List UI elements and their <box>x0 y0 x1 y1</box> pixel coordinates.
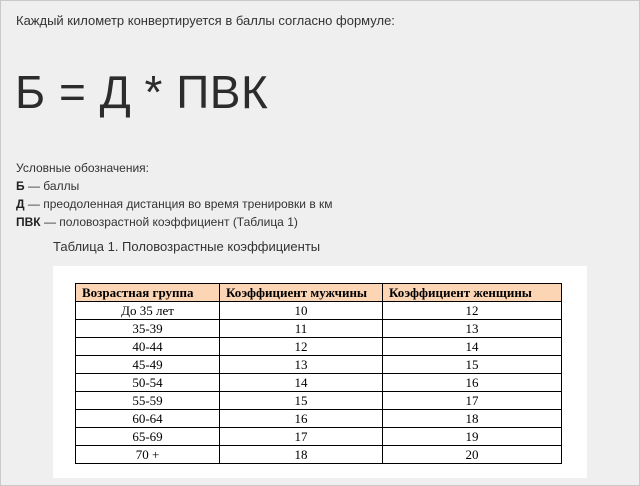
table-row <box>76 428 562 446</box>
table-row <box>76 410 562 428</box>
legend-item <box>16 177 333 195</box>
table-row <box>76 374 562 392</box>
legend-desc: — преодоленная дистанция во время тренировки в км <box>24 197 333 211</box>
cell-male-coef: 14 <box>220 374 383 392</box>
cell-age-group: 55-59 <box>76 392 220 410</box>
table-row <box>76 392 562 410</box>
legend-desc: — баллы <box>24 179 80 193</box>
table-caption: Таблица 1. Половозрастные коэффициенты <box>53 239 321 254</box>
cell-male-coef: 13 <box>220 356 383 374</box>
legend-item <box>16 195 333 213</box>
header-male-coef: Коэффициент мужчины <box>220 284 383 302</box>
legend-term: ПВК <box>16 215 41 229</box>
cell-female-coef: 18 <box>383 410 562 428</box>
cell-male-coef: 16 <box>220 410 383 428</box>
cell-age-group: 70 + <box>76 446 220 464</box>
header-age-group: Возрастная группа <box>76 284 220 302</box>
cell-male-coef: 15 <box>220 392 383 410</box>
cell-female-coef: 17 <box>383 392 562 410</box>
cell-female-coef: 13 <box>383 320 562 338</box>
legend-term: Д <box>16 197 25 211</box>
legend-item <box>16 213 333 231</box>
cell-age-group: 35-39 <box>76 320 220 338</box>
cell-male-coef: 17 <box>220 428 383 446</box>
legend <box>16 159 333 231</box>
table-row <box>76 320 562 338</box>
cell-female-coef: 16 <box>383 374 562 392</box>
cell-age-group: 45-49 <box>76 356 220 374</box>
cell-male-coef: 12 <box>220 338 383 356</box>
cell-female-coef: 12 <box>383 302 562 320</box>
cell-female-coef: 14 <box>383 338 562 356</box>
cell-age-group: 50-54 <box>76 374 220 392</box>
legend-term: Б <box>16 179 25 193</box>
table-image <box>53 266 587 478</box>
cell-male-coef: 10 <box>220 302 383 320</box>
cell-age-group: 40-44 <box>76 338 220 356</box>
table-row <box>76 356 562 374</box>
cell-male-coef: 18 <box>220 446 383 464</box>
legend-desc: — половозрастной коэффициент (Таблица 1) <box>40 215 298 229</box>
cell-age-group: 65-69 <box>76 428 220 446</box>
table-header-row <box>76 284 562 302</box>
cell-male-coef: 11 <box>220 320 383 338</box>
formula: Б = Д * ПВК <box>15 66 269 118</box>
cell-age-group: До 35 лет <box>76 302 220 320</box>
coefficient-table <box>75 283 562 464</box>
table-row <box>76 338 562 356</box>
intro-text: Каждый километр конвертируется в баллы согласно формуле: <box>16 13 395 28</box>
table-row <box>76 302 562 320</box>
cell-female-coef: 19 <box>383 428 562 446</box>
cell-female-coef: 20 <box>383 446 562 464</box>
header-female-coef: Коэффициент женщины <box>383 284 562 302</box>
cell-age-group: 60-64 <box>76 410 220 428</box>
cell-female-coef: 15 <box>383 356 562 374</box>
legend-heading: Условные обозначения: <box>16 161 149 175</box>
table-row <box>76 446 562 464</box>
